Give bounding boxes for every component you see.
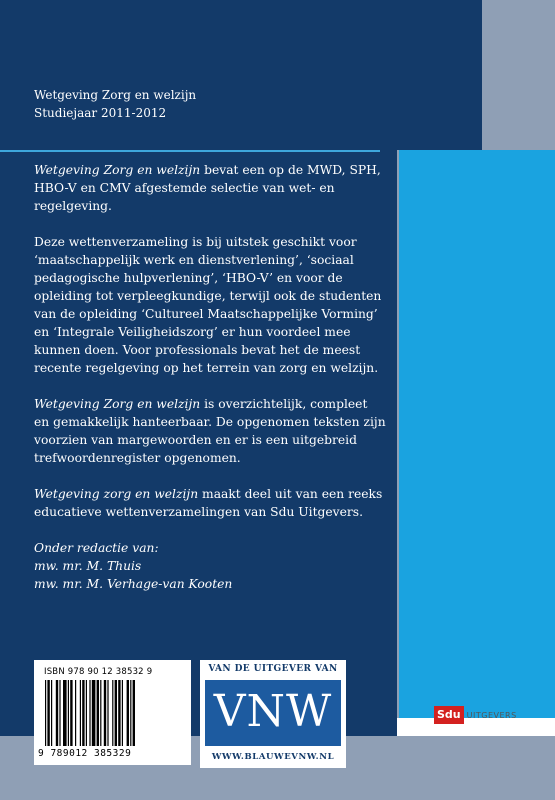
editors-block xyxy=(34,539,386,593)
sdu-logo-mark: Sdu xyxy=(434,706,464,724)
blurb-paragraph-1 xyxy=(34,161,386,215)
accent-cyan-block xyxy=(399,150,555,718)
isbn-label: ISBN 978 90 12 38532 9 xyxy=(44,667,153,677)
book-title-italic: Wetgeving zorg en welzijn xyxy=(34,487,199,501)
divider-rule xyxy=(0,150,380,152)
vnw-letters: VNW xyxy=(213,686,333,737)
book-title-italic: Wetgeving Zorg en welzijn xyxy=(34,163,201,177)
book-title-italic: Wetgeving Zorg en welzijn xyxy=(34,397,201,411)
blurb-text: is overzichtelijk, compleet en gemakkelijk hanteerbaar. De opgenomen teksten zijn voorzien van margewoorden en er is een uitgebreid trefwoordenregister opgenomen. xyxy=(34,397,386,465)
isbn-barcode xyxy=(34,660,191,765)
series-year: Studiejaar 2011-2012 xyxy=(34,106,167,120)
vnw-logo xyxy=(205,680,341,746)
blurb-paragraph-3 xyxy=(34,395,386,467)
blurb xyxy=(34,161,386,593)
vnw-tagline: VAN DE UITGEVER VAN xyxy=(208,664,338,674)
barcode-digits: 9 789012 385329 xyxy=(38,748,132,759)
blurb-paragraph-2: Deze wettenverzameling is bij uitstek geschikt voor ‘maatschappelijk werk en dienstverlening’, ‘sociaal pedagogische hulpverlening’, ‘HBO-V’ en voor de opleiding tot verpleegkundige, terwijl ook de studenten van de opleiding ‘Cultureel Maatschappelijke Vorming’ en ‘Integrale Veiligheidszorg’ er hun voordeel mee kunnen doen. Voor professionals bevat het de meest recente regelgeving op het terrein van zorg en welzijn. xyxy=(34,235,382,375)
blurb-text: maakt deel uit van een reeks educatieve wettenverzamelingen van Sdu Uitgevers. xyxy=(34,487,383,519)
editor-name: mw. mr. M. Thuis xyxy=(34,559,142,573)
editor-name: mw. mr. M. Verhage-van Kooten xyxy=(34,577,233,591)
series-heading xyxy=(34,86,196,122)
vnw-url: WWW.BLAUWEVNW.NL xyxy=(211,752,335,762)
top-right-strip xyxy=(482,0,555,150)
blurb-text: bevat een op de MWD, SPH, HBO-V en CMV afgestemde selectie van wet- en regelgeving. xyxy=(34,163,381,213)
series-title: Wetgeving Zorg en welzijn xyxy=(34,88,197,102)
vnw-logo-box xyxy=(200,660,346,768)
barcode-icon xyxy=(43,680,183,748)
blurb-paragraph-4 xyxy=(34,485,386,521)
editors-heading: Onder redactie van: xyxy=(34,541,159,555)
publisher-logo xyxy=(434,706,517,724)
sdu-logo-text: UITGEVERS xyxy=(466,710,517,720)
